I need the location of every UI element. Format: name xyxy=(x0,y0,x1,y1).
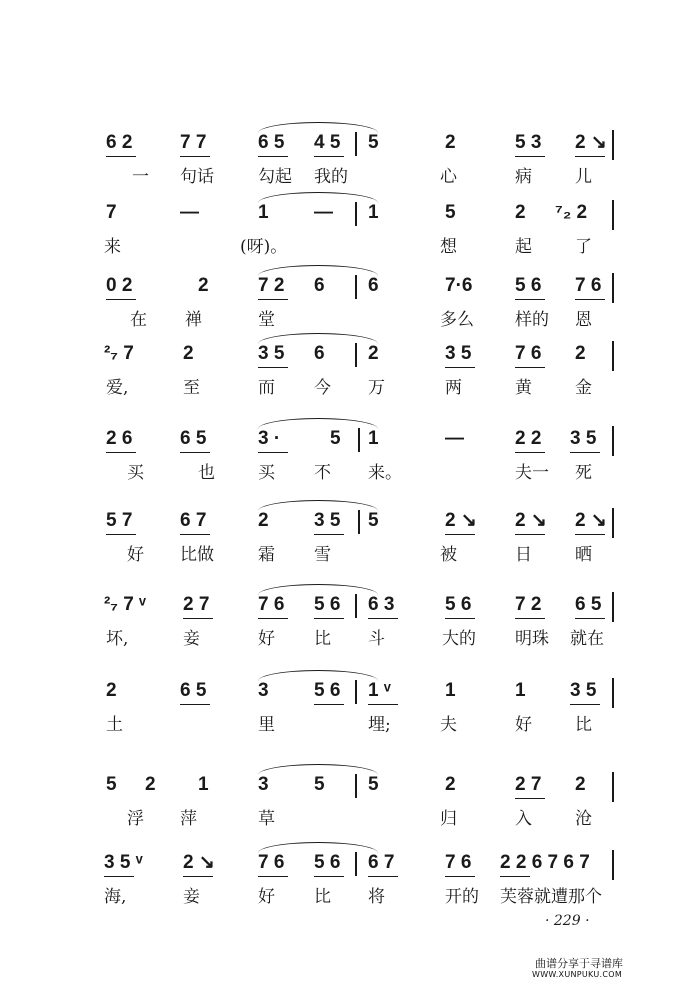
note-group: 2 6 xyxy=(106,428,133,449)
lyric-text: 心 xyxy=(440,167,457,187)
note-group: 5 7 xyxy=(106,510,133,531)
beam-line xyxy=(180,156,210,157)
note-group: 0 2 xyxy=(106,275,133,296)
end-bar-line xyxy=(612,592,614,622)
lyric-text: 大的 xyxy=(442,629,476,649)
beam-line xyxy=(258,876,288,877)
beam-line xyxy=(445,367,475,368)
watermark-credit: 曲谱分享于寻谱库 xyxy=(535,957,623,970)
note-group: 6 3 xyxy=(368,594,395,615)
score-row xyxy=(0,680,679,760)
note-group: 3 5 xyxy=(258,343,285,364)
end-bar-line xyxy=(612,508,614,538)
note-group: 5 xyxy=(368,510,379,531)
note-group: 5 xyxy=(368,132,379,153)
lyric-text: 比 xyxy=(314,887,331,907)
note-group: 6 7 xyxy=(180,510,207,531)
beam-line xyxy=(106,156,136,157)
bar-line xyxy=(358,428,360,452)
lyric-text: 妾 xyxy=(183,629,200,649)
bar-line xyxy=(355,594,357,618)
lyric-text: 入 xyxy=(515,809,532,829)
note-group: 1 xyxy=(445,680,456,701)
beam-line xyxy=(575,534,605,535)
note-group: — xyxy=(314,202,333,223)
beam-line xyxy=(258,156,288,157)
note-group: 4 5 xyxy=(314,132,341,153)
lyric-text: 霜 xyxy=(258,545,275,565)
lyric-text: 勾起 xyxy=(258,167,292,187)
lyric-text: 芙蓉就遭那个 xyxy=(500,887,602,907)
lyric-text: 比 xyxy=(575,715,592,735)
note-group: 2 2 xyxy=(515,428,542,449)
note-group: 2 xyxy=(368,343,379,364)
score-row xyxy=(0,343,679,423)
note-group: 3 5 xyxy=(445,343,472,364)
note-group: 6 5 xyxy=(575,594,602,615)
note-group: 3 5 xyxy=(570,680,597,701)
lyric-text: 死 xyxy=(575,463,592,483)
beam-line xyxy=(445,534,475,535)
note-group: 5 6 xyxy=(445,594,472,615)
lyric-text: 萍 xyxy=(180,809,197,829)
end-bar-line xyxy=(612,772,614,802)
beam-line xyxy=(515,534,545,535)
lyric-text: 今 xyxy=(314,378,331,398)
note-group: 3 5 xyxy=(314,510,341,531)
beam-line xyxy=(258,452,288,453)
note-group: 7 6 xyxy=(258,594,285,615)
note-group: ⁷₂ 2 xyxy=(555,202,588,223)
beam-line xyxy=(515,798,545,799)
lyric-text: 被 xyxy=(440,545,457,565)
lyric-text: 儿 xyxy=(575,167,592,187)
note-group: 3 · xyxy=(258,428,281,449)
lyric-text: 也 xyxy=(198,463,215,483)
note-group: 2 xyxy=(145,774,156,795)
end-bar-line xyxy=(612,200,614,230)
lyric-text: 不 xyxy=(314,463,331,483)
note-group: 7 6 xyxy=(258,852,285,873)
lyric-text: 好 xyxy=(258,887,275,907)
beam-line xyxy=(445,876,475,877)
lyric-text: 夫 xyxy=(440,715,457,735)
beam-line xyxy=(575,299,605,300)
note-group: 2 xyxy=(575,774,586,795)
lyric-text: 堂 xyxy=(258,310,275,330)
note-group: 7 7 xyxy=(180,132,207,153)
note-group: 1 xyxy=(368,202,379,223)
lyric-text: 比 xyxy=(314,629,331,649)
note-group: 2 xyxy=(198,275,209,296)
note-group: 2 7 xyxy=(183,594,210,615)
lyric-text: 而 xyxy=(258,378,275,398)
note-group: 2 2 6 7 6 7 xyxy=(500,852,590,873)
bar-line xyxy=(355,774,357,798)
beam-line xyxy=(570,452,600,453)
note-group: ²₇ 7 xyxy=(104,343,134,364)
slur-arc xyxy=(258,122,378,133)
bar-line xyxy=(358,510,360,534)
note-group: 6 7 xyxy=(368,852,395,873)
lyric-text: 万 xyxy=(368,378,385,398)
note-group: 2 7 xyxy=(515,774,542,795)
lyric-text: 爱, xyxy=(106,378,129,398)
note-group: — xyxy=(445,428,464,449)
lyric-text: 病 xyxy=(515,167,532,187)
lyric-text: 斗 xyxy=(368,629,385,649)
beam-line xyxy=(445,618,475,619)
page-number: · 229 · xyxy=(545,913,590,929)
lyric-text: 雪 xyxy=(314,545,331,565)
note-group: 5 xyxy=(314,774,325,795)
beam-line xyxy=(183,876,213,877)
lyric-text: 至 xyxy=(183,378,200,398)
note-group: 5 3 xyxy=(515,132,542,153)
note-group: 7 6 xyxy=(445,852,472,873)
lyric-text: 买 xyxy=(258,463,275,483)
lyric-text: 明珠 xyxy=(515,629,549,649)
note-group: 6 5 xyxy=(180,680,207,701)
beam-line xyxy=(258,618,288,619)
note-group: 5 6 xyxy=(314,852,341,873)
beam-line xyxy=(515,299,545,300)
note-group: 5 6 xyxy=(314,594,341,615)
beam-line xyxy=(570,704,600,705)
lyric-text: 样的 xyxy=(515,310,549,330)
bar-line xyxy=(355,202,357,226)
lyric-text: 想 xyxy=(440,237,457,257)
note-group: 3 5 xyxy=(570,428,597,449)
note-group: 2 ↘ xyxy=(575,510,607,531)
note-group: 6 2 xyxy=(106,132,133,153)
lyric-text: 来。 xyxy=(368,463,402,483)
beam-line xyxy=(314,618,344,619)
lyric-text: 黄 xyxy=(515,378,532,398)
lyric-text: 好 xyxy=(515,715,532,735)
note-group: 1 xyxy=(258,202,269,223)
score-row xyxy=(0,428,679,508)
beam-line xyxy=(368,618,398,619)
beam-line xyxy=(515,156,545,157)
note-group: — xyxy=(180,202,199,223)
lyric-text: 在 xyxy=(130,310,147,330)
lyric-text: 草 xyxy=(258,809,275,829)
note-group: 7 2 xyxy=(515,594,542,615)
lyric-text: 浮 xyxy=(127,809,144,829)
lyric-text: 开的 xyxy=(445,887,479,907)
beam-line xyxy=(314,876,344,877)
lyric-text: 禅 xyxy=(185,310,202,330)
note-group: 6 xyxy=(314,343,325,364)
note-group: 2 xyxy=(258,510,269,531)
bar-line xyxy=(355,275,357,299)
note-group: 3 5 ᵛ xyxy=(104,852,143,873)
note-group: 2 xyxy=(515,202,526,223)
beam-line xyxy=(104,876,134,877)
note-group: 2 ↘ xyxy=(575,132,607,153)
note-group: 7 xyxy=(106,202,117,223)
beam-line xyxy=(106,452,136,453)
lyric-text: 好 xyxy=(258,629,275,649)
lyric-text: 沧 xyxy=(575,809,592,829)
lyric-text: 比做 xyxy=(180,545,214,565)
beam-line xyxy=(180,534,210,535)
beam-line xyxy=(314,534,344,535)
bar-line xyxy=(355,852,357,876)
lyric-text: 埋; xyxy=(368,715,391,735)
lyric-text: 好 xyxy=(127,545,144,565)
note-group: 6 xyxy=(314,275,325,296)
beam-line xyxy=(314,704,344,705)
note-group: 6 xyxy=(368,275,379,296)
note-group: 1 xyxy=(198,774,209,795)
lyric-text: 来 xyxy=(104,237,121,257)
note-group: 6 5 xyxy=(258,132,285,153)
lyric-text: 多么 xyxy=(440,310,474,330)
lyric-text: 起 xyxy=(515,237,532,257)
lyric-text: (呀)。 xyxy=(240,237,288,257)
note-group: 7 6 xyxy=(515,343,542,364)
note-group: 3 xyxy=(258,774,269,795)
lyric-text: 土 xyxy=(106,715,123,735)
beam-line xyxy=(368,704,398,705)
note-group: 2 ↘ xyxy=(445,510,477,531)
note-group: 7 2 xyxy=(258,275,285,296)
lyric-text: 就在 xyxy=(570,629,604,649)
end-bar-line xyxy=(612,850,614,880)
note-group: 5 xyxy=(445,202,456,223)
score-row xyxy=(0,510,679,590)
lyric-text: 归 xyxy=(440,809,457,829)
beam-line xyxy=(258,367,288,368)
bar-line xyxy=(355,680,357,704)
lyric-text: 两 xyxy=(445,378,462,398)
lyric-text: 里 xyxy=(258,715,275,735)
beam-line xyxy=(575,156,605,157)
note-group: 2 xyxy=(445,774,456,795)
slur-arc xyxy=(258,764,378,775)
note-group: 5 xyxy=(106,774,117,795)
note-group: 5 6 xyxy=(314,680,341,701)
bar-line xyxy=(355,132,357,156)
end-bar-line xyxy=(612,273,614,303)
score-row xyxy=(0,594,679,674)
beam-line xyxy=(515,618,545,619)
end-bar-line xyxy=(612,678,614,708)
beam-line xyxy=(180,704,210,705)
lyric-text: 夫一 xyxy=(515,463,549,483)
lyric-text: 金 xyxy=(575,378,592,398)
beam-line xyxy=(106,534,136,535)
end-bar-line xyxy=(612,130,614,160)
end-bar-line xyxy=(612,426,614,456)
note-group: 2 xyxy=(575,343,586,364)
lyric-text: 我的 xyxy=(314,167,348,187)
end-bar-line xyxy=(612,341,614,371)
bar-line xyxy=(355,343,357,367)
note-group: 5 6 xyxy=(515,275,542,296)
beam-line xyxy=(515,452,545,453)
lyric-text: 坏, xyxy=(106,629,129,649)
lyric-text: 买 xyxy=(127,463,144,483)
note-group: 1 ᵛ xyxy=(368,680,391,701)
note-group: 3 xyxy=(258,680,269,701)
beam-line xyxy=(180,452,210,453)
note-group: 2 ↘ xyxy=(183,852,215,873)
note-group: 2 xyxy=(106,680,117,701)
beam-line xyxy=(314,156,344,157)
lyric-text: 晒 xyxy=(575,545,592,565)
lyric-text: 恩 xyxy=(575,310,592,330)
lyric-text: 妾 xyxy=(183,887,200,907)
beam-line xyxy=(258,299,288,300)
beam-line xyxy=(515,367,545,368)
lyric-text: 海, xyxy=(104,887,127,907)
note-group: 6 5 xyxy=(180,428,207,449)
note-group: 5 xyxy=(368,774,379,795)
beam-line xyxy=(368,876,398,877)
note-group: 2 xyxy=(445,132,456,153)
beam-line xyxy=(500,876,530,877)
note-group: 1 xyxy=(368,428,379,449)
lyric-text: 了 xyxy=(575,237,592,257)
lyric-text: 一 xyxy=(132,167,149,187)
beam-line xyxy=(183,618,213,619)
note-group: 5 xyxy=(330,428,341,449)
beam-line xyxy=(575,618,605,619)
lyric-text: 将 xyxy=(368,887,385,907)
note-group: 1 xyxy=(515,680,526,701)
watermark-site: WWW.XUNPUKU.COM xyxy=(532,970,623,979)
note-group: 2 ↘ xyxy=(515,510,547,531)
lyric-text: 句话 xyxy=(180,167,214,187)
note-group: 7·6 xyxy=(445,275,473,296)
lyric-text: 日 xyxy=(515,545,532,565)
note-group: 2 xyxy=(183,343,194,364)
note-group: 7 6 xyxy=(575,275,602,296)
beam-line xyxy=(106,299,136,300)
note-group: ²₇ 7 ᵛ xyxy=(104,594,146,615)
